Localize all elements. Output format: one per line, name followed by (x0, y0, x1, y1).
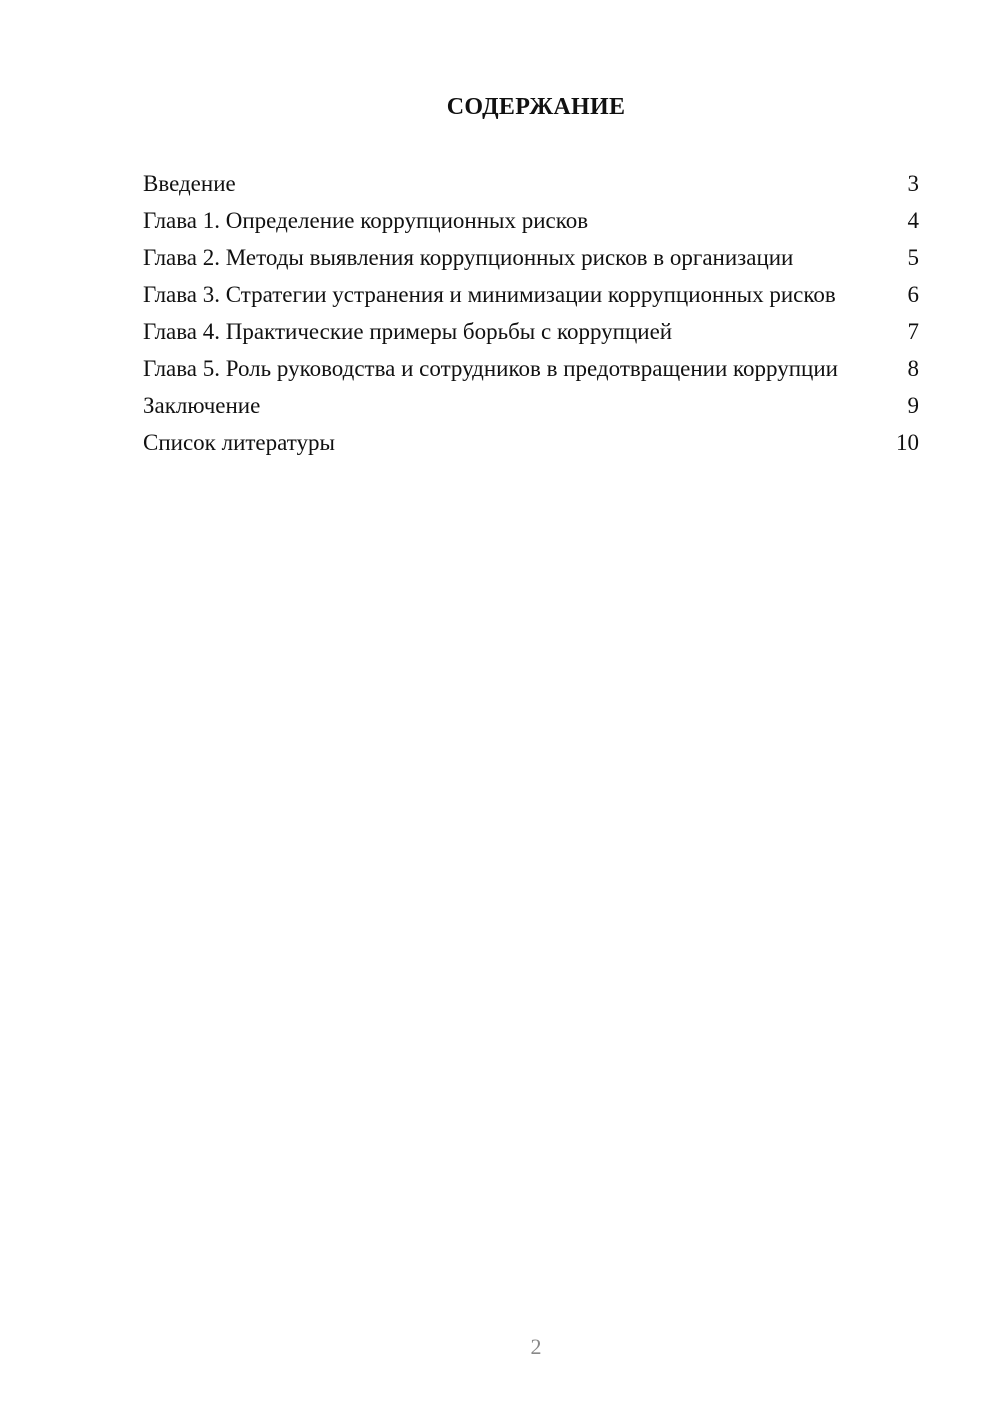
toc-entry-text: Введение (143, 171, 236, 196)
toc-entry-chapter-5 (143, 355, 919, 382)
toc-entry-text: Глава 4. Практические примеры борьбы с коррупцией (143, 319, 673, 344)
toc-entry-page: 3 (907, 171, 919, 196)
table-of-contents (143, 170, 919, 466)
toc-entry-text: Глава 3. Стратегии устранения и минимизации коррупционных рисков (143, 282, 836, 307)
toc-entry-text: Глава 2. Методы выявления коррупционных рисков в организации (143, 245, 794, 270)
toc-title: СОДЕРЖАНИЕ (446, 94, 626, 120)
toc-entry-page: 5 (907, 245, 919, 270)
toc-entry-chapter-2 (143, 244, 919, 271)
toc-entry-page: 7 (907, 319, 919, 344)
toc-entry-conclusion (143, 392, 919, 419)
toc-entry-text: Список литературы (143, 430, 335, 455)
toc-entry-chapter-3 (143, 281, 919, 308)
toc-entry-page: 10 (896, 430, 919, 455)
toc-entry-page: 8 (907, 356, 919, 381)
toc-entry-chapter-1 (143, 207, 919, 234)
page-number: 2 (530, 1334, 542, 1359)
toc-entry-references (143, 429, 919, 456)
toc-entry-page: 4 (907, 208, 919, 233)
toc-entry-page: 9 (907, 393, 919, 418)
toc-entry-text: Глава 1. Определение коррупционных рисков (143, 208, 589, 233)
toc-entry-text: Заключение (143, 393, 261, 418)
toc-entry-introduction (143, 170, 919, 197)
toc-entry-chapter-4 (143, 318, 919, 345)
toc-entry-text: Глава 5. Роль руководства и сотрудников в предотвращении коррупции (143, 356, 838, 381)
toc-entry-page: 6 (907, 282, 919, 307)
